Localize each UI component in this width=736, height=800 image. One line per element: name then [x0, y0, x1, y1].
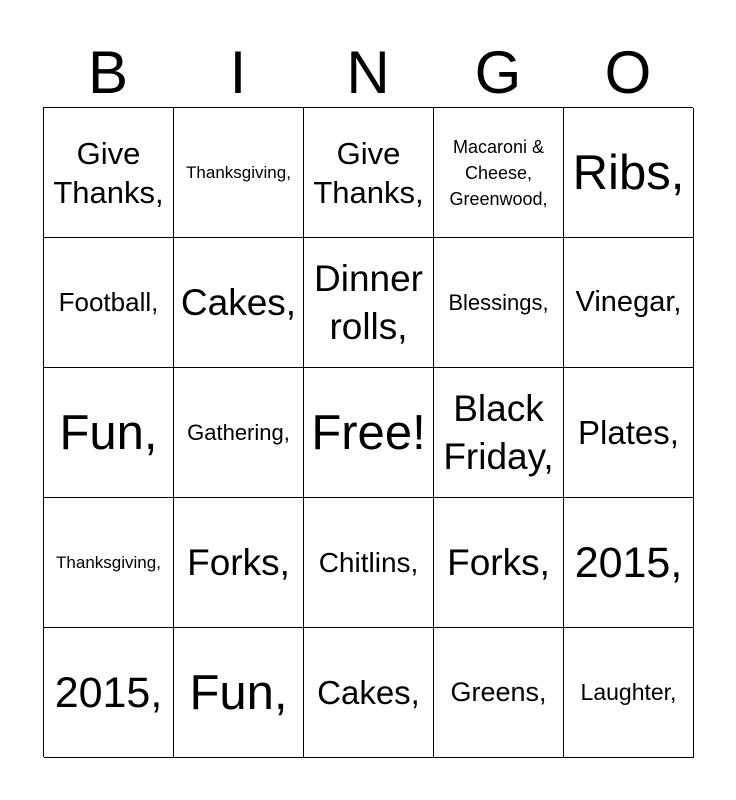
cell-text: Give Thanks, — [313, 135, 424, 210]
cell-text: 2015, — [574, 538, 683, 587]
cell-text: 2015, — [54, 668, 163, 717]
bingo-cell-r4-c4[interactable] — [434, 498, 564, 628]
cell-text: Gathering, — [187, 420, 290, 445]
bingo-board — [43, 107, 693, 757]
cell-text: Macaroni & Cheese, Greenwood, — [449, 136, 548, 209]
header-letter-n: N — [346, 39, 390, 106]
bingo-cell-r1-c1[interactable] — [44, 108, 174, 238]
bingo-cell-r2-c4[interactable] — [434, 238, 564, 368]
cell-text: Fun, — [189, 665, 288, 720]
bingo-cell-r3-c5[interactable] — [564, 368, 694, 498]
cell-text: Ribs, — [572, 145, 685, 200]
cell-text: Cakes, — [180, 281, 297, 323]
header-letter-g: G — [474, 39, 522, 106]
bingo-cell-r1-c4[interactable] — [434, 108, 564, 238]
free-space-text: Free! — [311, 405, 426, 460]
cell-text: Cakes, — [317, 674, 420, 711]
bingo-cell-r5-c5[interactable] — [564, 628, 694, 758]
bingo-cell-r4-c2[interactable] — [174, 498, 304, 628]
bingo-cell-r2-c3[interactable] — [304, 238, 434, 368]
cell-text: Blessings, — [448, 290, 549, 315]
cell-text: Laughter, — [580, 679, 677, 705]
cell-text: Thanksgiving, — [56, 553, 161, 572]
cell-text: Football, — [58, 287, 159, 317]
cell-text: Give Thanks, — [53, 135, 164, 210]
bingo-cell-r1-c3[interactable] — [304, 108, 434, 238]
bingo-cell-r2-c5[interactable] — [564, 238, 694, 368]
bingo-cell-r5-c3[interactable] — [304, 628, 434, 758]
bingo-cell-r2-c2[interactable] — [174, 238, 304, 368]
cell-text: Vinegar, — [575, 286, 682, 318]
bingo-cell-r2-c1[interactable] — [44, 238, 174, 368]
cell-text: Chitlins, — [318, 547, 419, 578]
bingo-cell-r1-c5[interactable] — [564, 108, 694, 238]
bingo-cell-r4-c5[interactable] — [564, 498, 694, 628]
bingo-cell-r3-c3[interactable] — [304, 368, 434, 498]
bingo-header — [43, 40, 693, 106]
header-letter-b: B — [87, 39, 129, 106]
cell-text: Greens, — [450, 677, 547, 707]
bingo-cell-r5-c1[interactable] — [44, 628, 174, 758]
cell-text: Plates, — [578, 414, 679, 451]
bingo-cell-r5-c4[interactable] — [434, 628, 564, 758]
cell-text: Black Friday, — [443, 387, 554, 477]
bingo-cell-r3-c4[interactable] — [434, 368, 564, 498]
cell-text: Fun, — [59, 405, 158, 460]
bingo-cell-r4-c1[interactable] — [44, 498, 174, 628]
bingo-cell-r3-c1[interactable] — [44, 368, 174, 498]
cell-text: Forks, — [447, 541, 550, 583]
cell-text: Thanksgiving, — [186, 163, 291, 182]
header-letter-o: O — [604, 39, 652, 106]
bingo-cell-r4-c3[interactable] — [304, 498, 434, 628]
header-letter-i: I — [229, 39, 247, 106]
bingo-cell-r5-c2[interactable] — [174, 628, 304, 758]
bingo-cell-r3-c2[interactable] — [174, 368, 304, 498]
cell-text: Dinner rolls, — [314, 257, 423, 347]
bingo-cell-r1-c2[interactable] — [174, 108, 304, 238]
cell-text: Forks, — [187, 541, 290, 583]
